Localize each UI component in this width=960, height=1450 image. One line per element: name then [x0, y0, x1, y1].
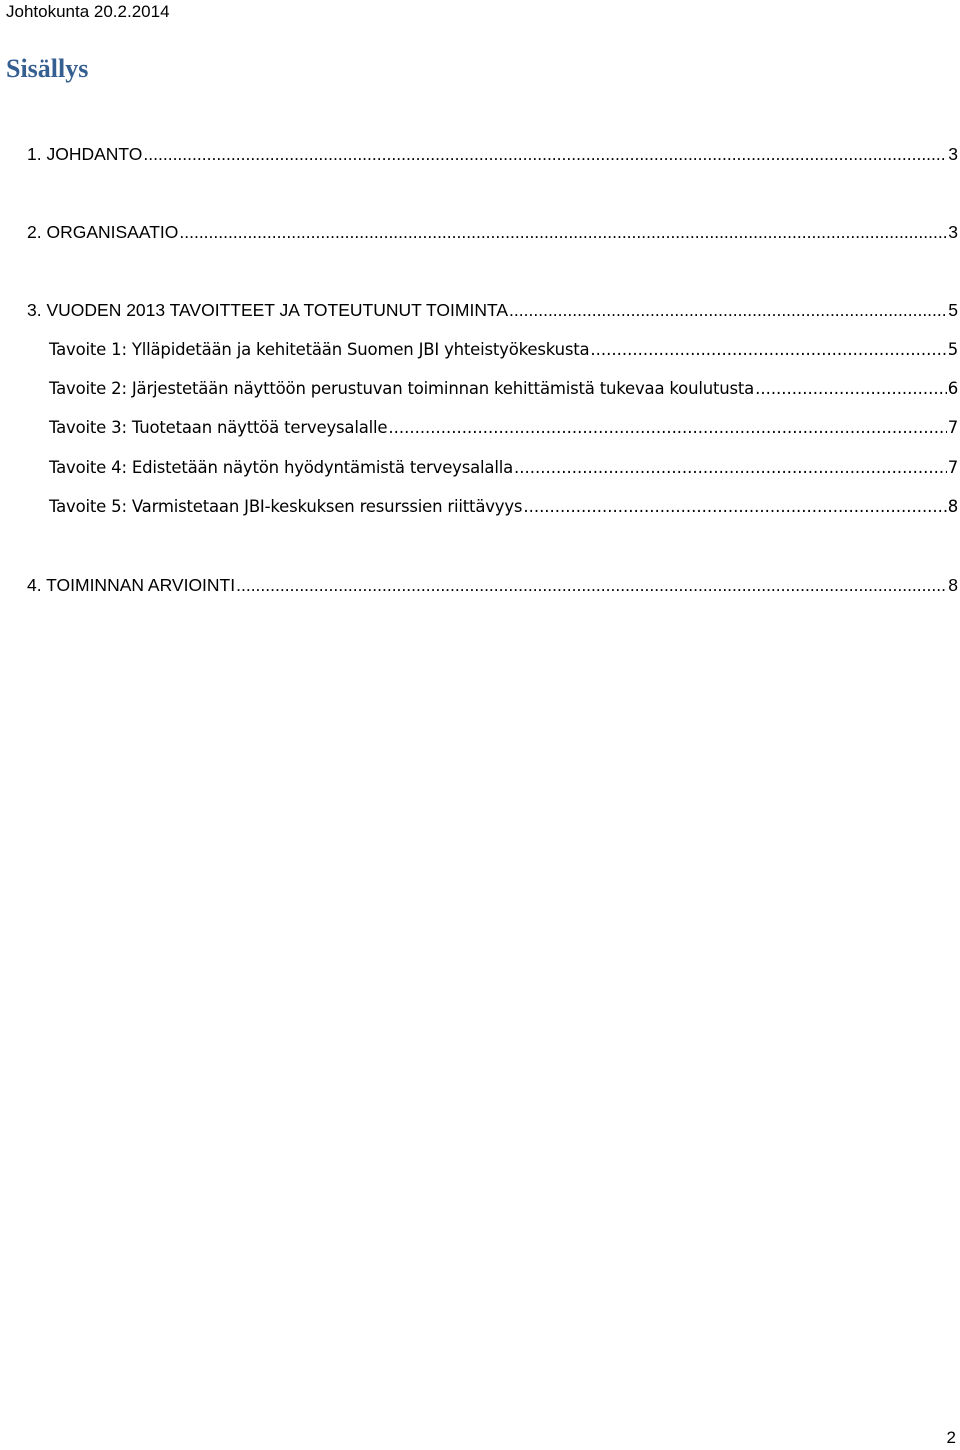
toc-entry-tavoite-4[interactable] [49, 456, 958, 480]
toc-entry-page: 7 [947, 418, 958, 437]
toc-leader-dots [523, 495, 946, 519]
toc-entry-page: 8 [948, 575, 958, 595]
toc-entry-label: 1. JOHDANTO [27, 144, 143, 164]
toc-entry-label: 4. TOIMINNAN ARVIOINTI [27, 575, 236, 595]
toc-entry-label: Tavoite 4: Edistetään näytön hyödyntämistä terveysalalla [49, 458, 514, 477]
toc-leader-dots [143, 142, 947, 166]
toc-leader-dots [236, 573, 947, 597]
toc-entry-label: Tavoite 1: Ylläpidetään ja kehitetään Suomen JBI yhteistyökeskusta [49, 340, 590, 359]
toc-leader-dots [514, 456, 947, 480]
toc-entry-label: Tavoite 5: Varmistetaan JBI-keskuksen resurssien riittävyys [49, 497, 523, 516]
toc-entry-tavoite-2[interactable] [49, 377, 958, 401]
toc-entry-label: Tavoite 2: Järjestetään näyttöön perustuvan toiminnan kehittämistä tukevaa koulutusta [49, 379, 755, 398]
toc-entry-tavoitteet[interactable] [27, 298, 958, 322]
toc-entry-page: 5 [948, 300, 958, 320]
toc-entry-johdanto[interactable] [27, 142, 958, 166]
toc-entry-label: 3. VUODEN 2013 TAVOITTEET JA TOTEUTUNUT TOIMINTA [27, 300, 509, 320]
toc-entry-arviointi[interactable] [27, 573, 958, 597]
toc-entry-tavoite-3[interactable] [49, 416, 958, 440]
toc-leader-dots [755, 377, 947, 401]
toc-leader-dots [509, 298, 947, 322]
toc-entry-page: 3 [948, 144, 958, 164]
toc-title: Sisällys [6, 54, 89, 83]
toc-entry-page: 7 [947, 458, 958, 477]
toc-entry-tavoite-5[interactable] [49, 495, 958, 519]
toc-entry-label: Tavoite 3: Tuotetaan näyttöä terveysalalle [49, 418, 388, 437]
toc-entry-label: 2. ORGANISAATIO [27, 222, 179, 242]
toc-entry-page: 5 [947, 340, 958, 359]
toc-entry-page: 8 [947, 497, 958, 516]
toc-entry-page: 6 [947, 379, 958, 398]
toc-leader-dots [388, 416, 946, 440]
page-number: 2 [946, 1428, 956, 1447]
document-header: Johtokunta 20.2.2014 [6, 2, 170, 21]
toc-entry-page: 3 [948, 222, 958, 242]
toc-entry-organisaatio[interactable] [27, 220, 958, 244]
toc-leader-dots [179, 220, 947, 244]
toc-entry-tavoite-1[interactable] [49, 338, 958, 362]
toc-leader-dots [590, 338, 946, 362]
